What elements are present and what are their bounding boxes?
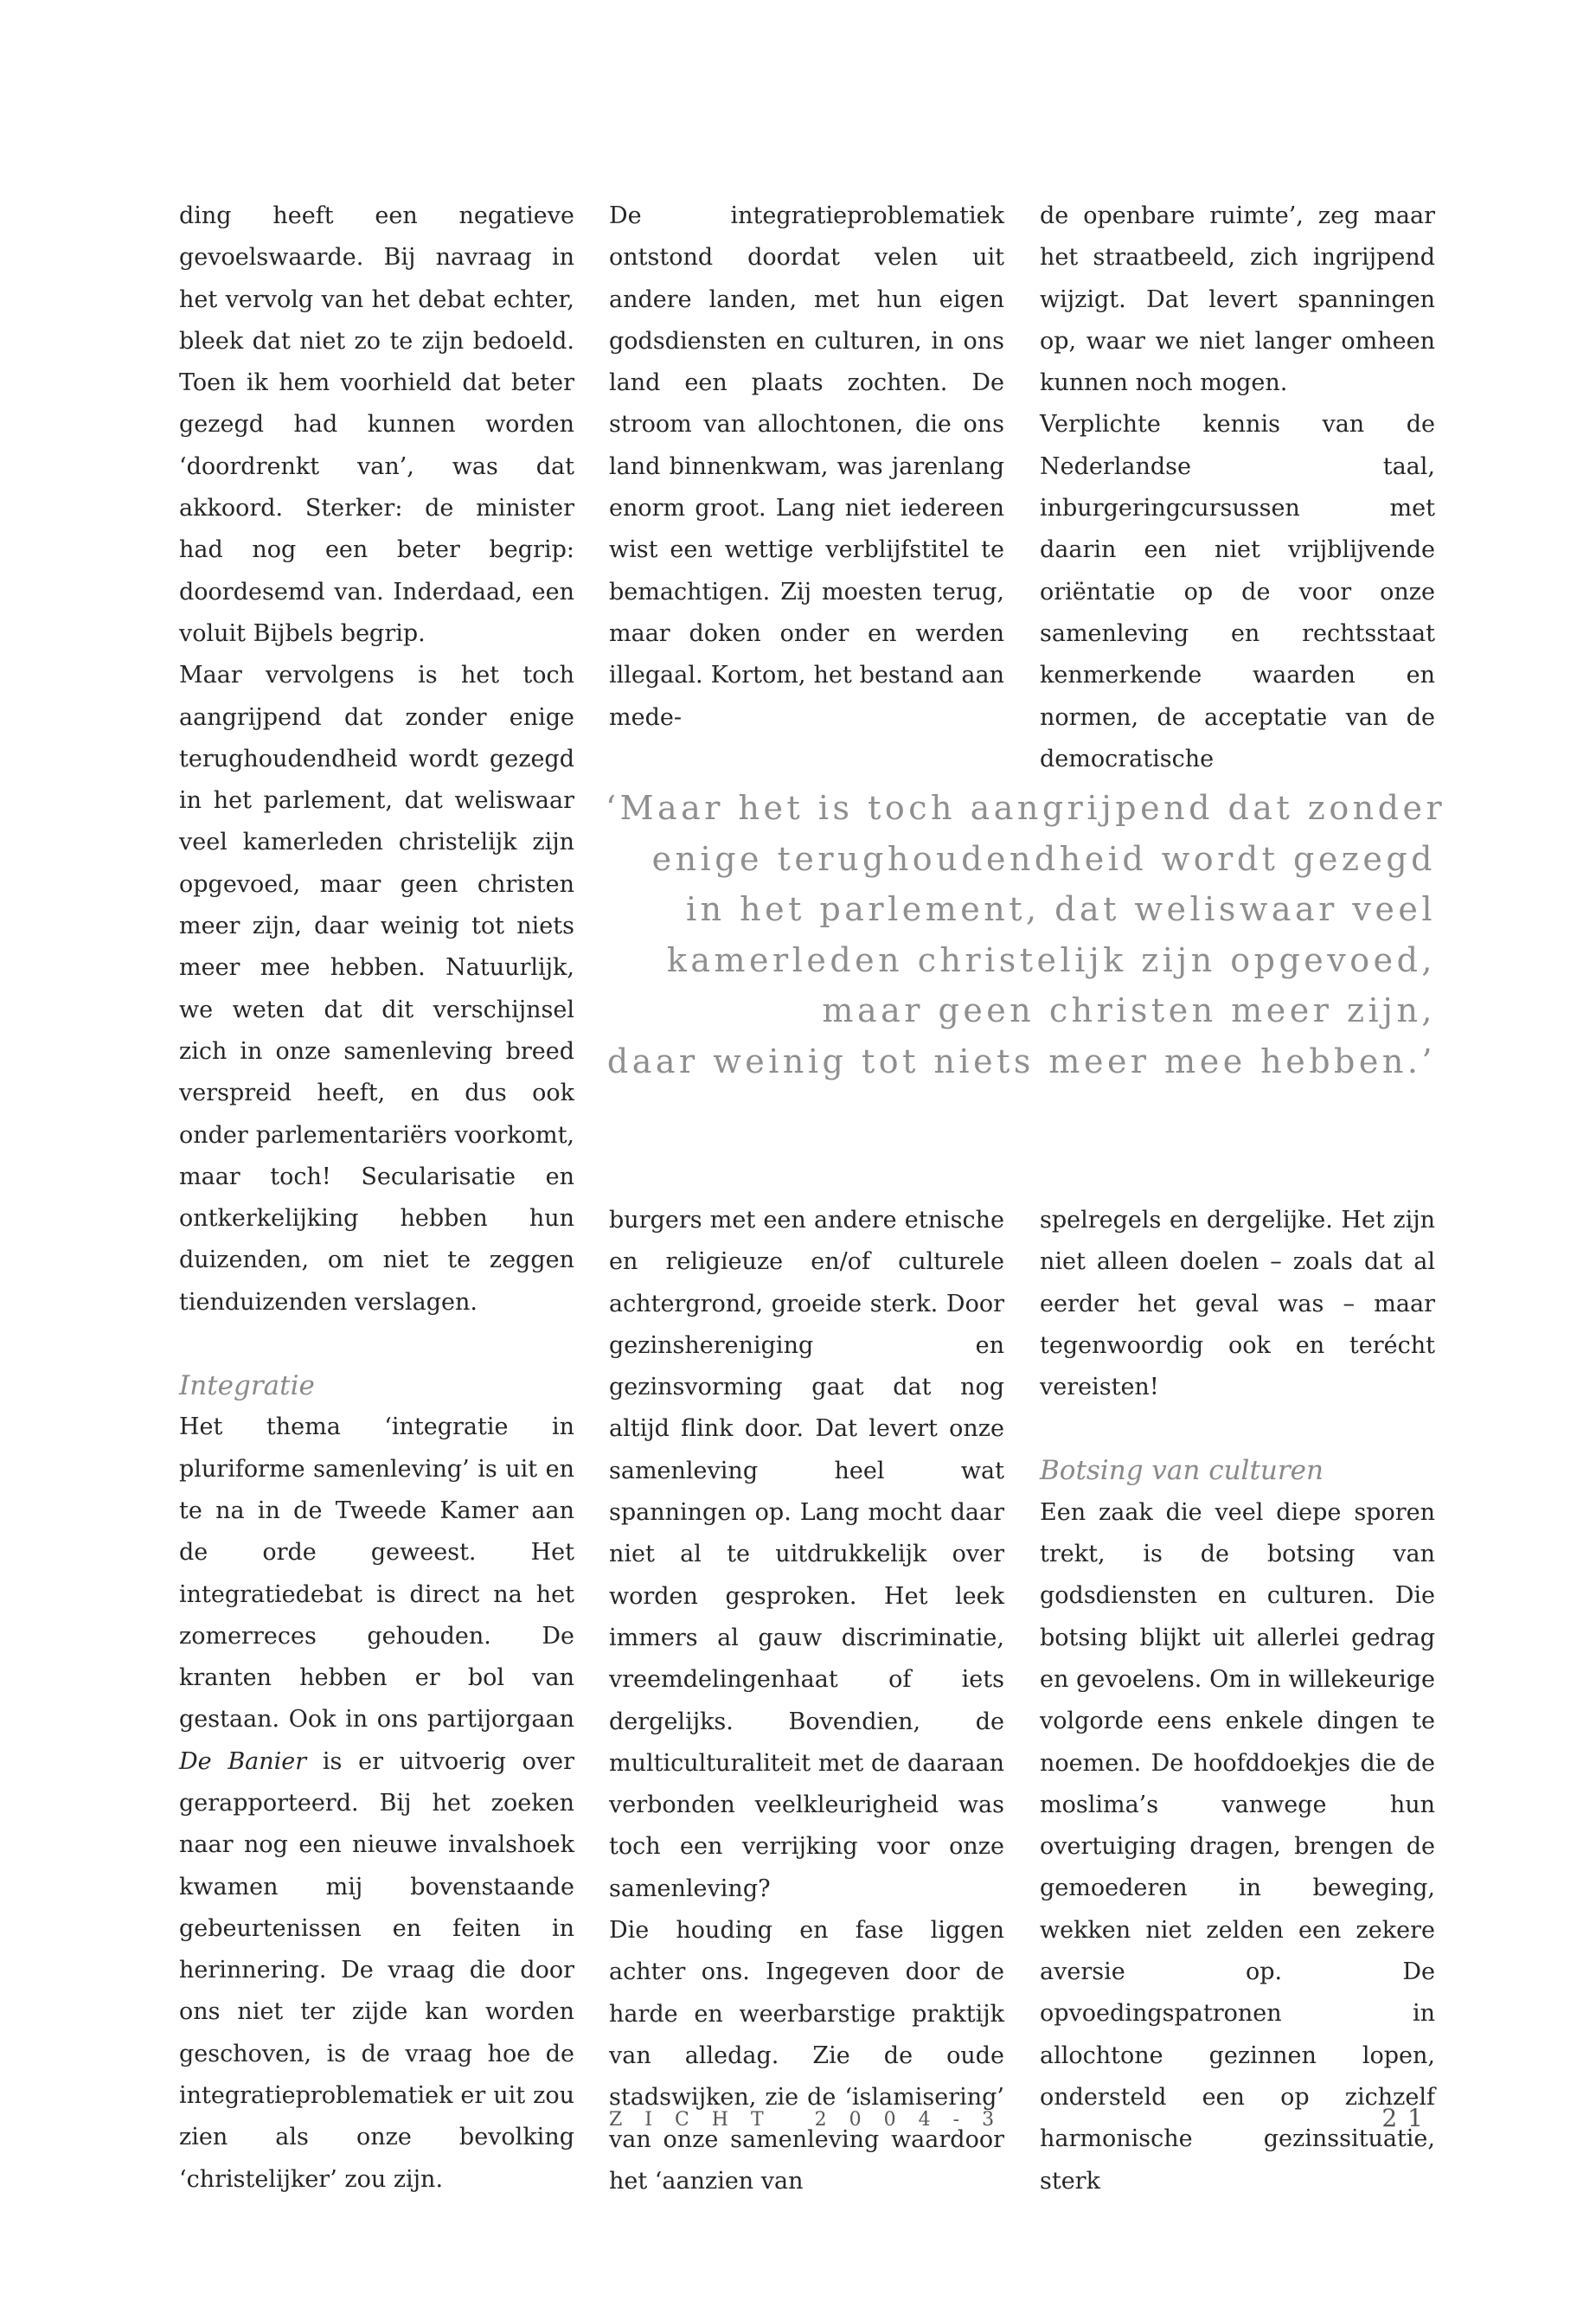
- pull-quote-line: maar geen christen meer zijn,: [822, 991, 1436, 1029]
- paragraph: Het thema ‘integratie in pluriforme samenleving’ is uit en te na in de Tweede Kamer aan de orde geweest. Het integratiedebat is direct na het zomerreces gehouden. De kranten hebben er bol van gestaan. Ook in ons partijorgaan De Banier is er uitvoerig over gerapporteerd. Bij het zoeken naar nog een nieuwe invalshoek kwamen mij bovenstaande gebeurtenissen en feiten in herinnering. De vraag die door ons niet ter zijde kan worden geschoven, is de vraag hoe de integratieproblematiek er uit zou zien als onze bevolking ‘christelijker’ zou zijn.: [179, 1413, 574, 2193]
- paragraph: De integratieproblematiek ontstond doordat velen uit andere landen, met hun eigen godsdiensten en culturen, in ons land een plaats zochten. De stroom van allochtonen, die ons land binnenkwam, was jarenlang enorm groot. Lang niet iedereen wist een wettige verblijfstitel te bemachtigen. Zij moesten terug, maar doken onder en werden illegaal. Kortom, het bestand aan mede-: [609, 202, 1004, 731]
- paragraph: de openbare ruimte’, zeg maar het straatbeeld, zich ingrijpend wijzigt. Dat levert spanningen op, waar we niet langer omheen kunnen noch mogen.: [1040, 202, 1435, 397]
- column-3-bottom: [1040, 1200, 1435, 2202]
- paragraph: Verplichte kennis van de Nederlandse taal, inburgeringcursussen met daarin een niet vrijblijvende oriëntatie op de voor onze samenleving en rechtsstaat kenmerkende waarden en normen, de acceptatie van de democratische: [1040, 411, 1435, 772]
- paragraph: ding heeft een negatieve gevoelswaarde. Bij navraag in het vervolg van het debat echter, bleek dat niet zo te zijn bedoeld. Toen ik hem voorhield dat beter gezegd had kunnen worden ‘doordrenkt van’, was dat akkoord. Sterker: de minister had nog een beter begrip: doordesemd van. Inderdaad, een voluit Bijbels begrip.: [179, 202, 574, 647]
- pull-quote: [606, 783, 1446, 1086]
- subheading-botsing-van-culturen: Botsing van culturen: [1040, 1455, 1324, 1487]
- paragraph: Een zaak die veel diepe sporen trekt, is de botsing van godsdiensten en culturen. Die botsing blijkt uit allerlei gedrag en gevoelens. Om in willekeurige volgorde eens enkele dingen te noemen. De hoofddoekjes die de moslima’s vanwege hun overtuiging dragen, brengen de gemoederen in beweging, wekken niet zelden een zekere aversie op. De opvoedingspatronen in allochtone gezinnen lopen, ondersteld een op zichzelf harmonische gezinssituatie, sterk: [1040, 1498, 1435, 2195]
- page-number: 21: [1381, 2104, 1433, 2132]
- column-1: [179, 195, 574, 2201]
- footer-journal-title: ZICHT 2004-3: [609, 2109, 1017, 2131]
- pull-quote-line: ‘Maar het is toch aangrijpend dat zonder: [606, 789, 1446, 827]
- column-2-top: [609, 195, 1004, 739]
- paragraph: spelregels en dergelijke. Het zijn niet alleen doelen – zoals dat al eerder het geval was – maar tegenwoordig ook en terécht vereisten!: [1040, 1207, 1435, 1401]
- pull-quote-line: daar weinig tot niets meer mee hebben.’: [606, 1042, 1436, 1080]
- paragraph: Maar vervolgens is het toch aangrijpend dat zonder enige terughoudendheid wordt gezegd in het parlement, dat weliswaar veel kamerleden christelijk zijn opgevoed, maar geen christen meer zijn, daar weinig tot niets meer mee hebben. Natuurlijk, we weten dat dit verschijnsel zich in onze samenleving breed verspreid heeft, en dus ook onder parlementariërs voorkomt, maar toch! Secularisatie en ontkerkelijking hebben hun duizenden, om niet te zeggen tienduizenden verslagen.: [179, 662, 574, 1316]
- paragraph: burgers met een andere etnische en religieuze en/of culturele achtergrond, groeide sterk. Door gezinshereniging en gezinsvorming gaat dat nog altijd flink door. Dat levert onze samenleving heel wat spanningen op. Lang mocht daar niet al te uitdrukkelijk over worden gesproken. Het leek immers al gauw discriminatie, vreemdelingenhaat of iets dergelijks. Bovendien, de multiculturaliteit met de daaraan verbonden veelkleurigheid was toch een verrijking voor onze samenleving?: [609, 1207, 1004, 1902]
- publication-title: De Banier: [179, 1747, 307, 1775]
- paragraph: Die houding en fase liggen achter ons. Ingegeven door de harde en weerbarstige praktijk van alledag. Zie de oude stadswijken, zie de ‘islamisering’ van onze samenleving waardoor het ‘aanzien van: [609, 1917, 1004, 2195]
- column-2-bottom: [609, 1200, 1004, 2202]
- subheading-integratie: Integratie: [179, 1370, 315, 1402]
- pull-quote-line: enige terughoudendheid wordt gezegd: [651, 839, 1436, 878]
- pull-quote-line: in het parlement, dat weliswaar veel: [685, 890, 1436, 928]
- column-3-top: [1040, 195, 1435, 780]
- pull-quote-line: kamerleden christelijk zijn opgevoed,: [666, 940, 1436, 979]
